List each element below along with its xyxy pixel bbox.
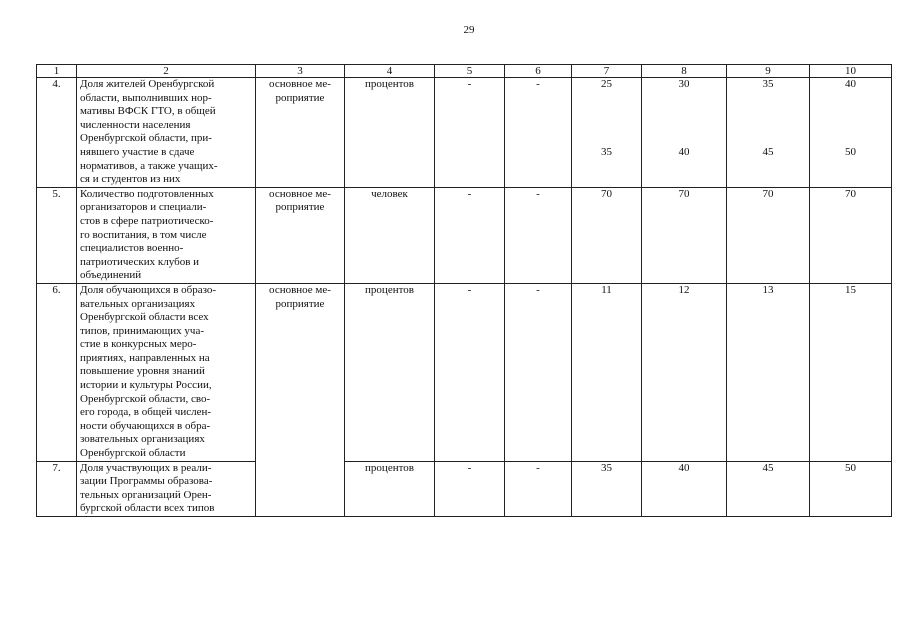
value-col5: - xyxy=(435,283,505,461)
column-number: 1 xyxy=(37,65,77,78)
value-col10: 50 xyxy=(810,461,892,516)
activity-type: основное ме- роприятие xyxy=(256,187,345,283)
indicator-name: Доля жителей Оренбургской области, выполнивших нор- мативы ВФСК ГТО, в общей численности населения Оренбургской области, при- нявшего участие в сдаче нормативов, а также учащих- ся и студентов из них xyxy=(77,78,256,188)
value-b: 40 xyxy=(678,145,690,158)
value-col8: 70 xyxy=(642,187,727,283)
column-number: 2 xyxy=(77,65,256,78)
row-number: 7. xyxy=(37,461,77,516)
value-col6: - xyxy=(505,78,572,188)
indicator-name: Количество подготовленных организаторов и специали- стов в сфере патриотическо- го воспитания, в том числе специалистов военно- патриотических клубов и объединений xyxy=(77,187,256,283)
table-row xyxy=(37,461,892,516)
value-col10: 15 xyxy=(810,283,892,461)
value-col8: 40 xyxy=(642,461,727,516)
column-number: 7 xyxy=(572,65,642,78)
value-col5: - xyxy=(435,78,505,188)
column-number-row xyxy=(37,65,892,78)
unit-of-measure: человек xyxy=(345,187,435,283)
table-row xyxy=(37,78,892,188)
value-col9: 70 xyxy=(727,187,810,283)
indicators-table xyxy=(36,64,892,517)
value-col8 xyxy=(642,78,727,188)
row-number: 6. xyxy=(37,283,77,461)
table-row xyxy=(37,187,892,283)
value-col5: - xyxy=(435,461,505,516)
column-number: 5 xyxy=(435,65,505,78)
value-b: 45 xyxy=(762,145,774,158)
value-col7: 11 xyxy=(572,283,642,461)
value-col6: - xyxy=(505,187,572,283)
table-row xyxy=(37,283,892,461)
value-col10: 70 xyxy=(810,187,892,283)
value-b: 35 xyxy=(601,145,612,158)
value-a: 40 xyxy=(845,78,856,90)
column-number: 10 xyxy=(810,65,892,78)
value-a: 35 xyxy=(762,78,774,90)
column-number: 4 xyxy=(345,65,435,78)
row-number: 4. xyxy=(37,78,77,188)
value-col5: - xyxy=(435,187,505,283)
value-col10 xyxy=(810,78,892,188)
value-b: 50 xyxy=(845,145,856,158)
indicator-name: Доля обучающихся в образо- вательных организациях Оренбургской области всех типов, принимающих уча- стие в конкурсных меро- приятиях, направленных на повышение уровня знаний истории и культуры России, Оренбургской области, сво- его города, в общей числен- ности обучающихся в обра- зовательных организациях Оренбургской области xyxy=(77,283,256,461)
column-number: 9 xyxy=(727,65,810,78)
indicator-name: Доля участвующих в реали- зации Программы образова- тельных организаций Орен- бургской области всех типов xyxy=(77,461,256,516)
column-number: 8 xyxy=(642,65,727,78)
value-col7: 70 xyxy=(572,187,642,283)
row-number: 5. xyxy=(37,187,77,283)
value-col6: - xyxy=(505,283,572,461)
activity-type: основное ме- роприятие xyxy=(256,283,345,461)
value-a: 30 xyxy=(678,78,690,90)
activity-type xyxy=(256,461,345,516)
value-col7: 35 xyxy=(572,461,642,516)
value-col9 xyxy=(727,78,810,188)
column-number: 6 xyxy=(505,65,572,78)
value-col6: - xyxy=(505,461,572,516)
unit-of-measure: процентов xyxy=(345,283,435,461)
value-col7 xyxy=(572,78,642,188)
value-col8: 12 xyxy=(642,283,727,461)
unit-of-measure: процентов xyxy=(345,461,435,516)
unit-of-measure: процентов xyxy=(345,78,435,188)
value-col9: 45 xyxy=(727,461,810,516)
activity-type: основное ме- роприятие xyxy=(256,78,345,188)
value-col9: 13 xyxy=(727,283,810,461)
column-number: 3 xyxy=(256,65,345,78)
page-number: 29 xyxy=(463,24,475,36)
value-a: 25 xyxy=(601,78,612,90)
